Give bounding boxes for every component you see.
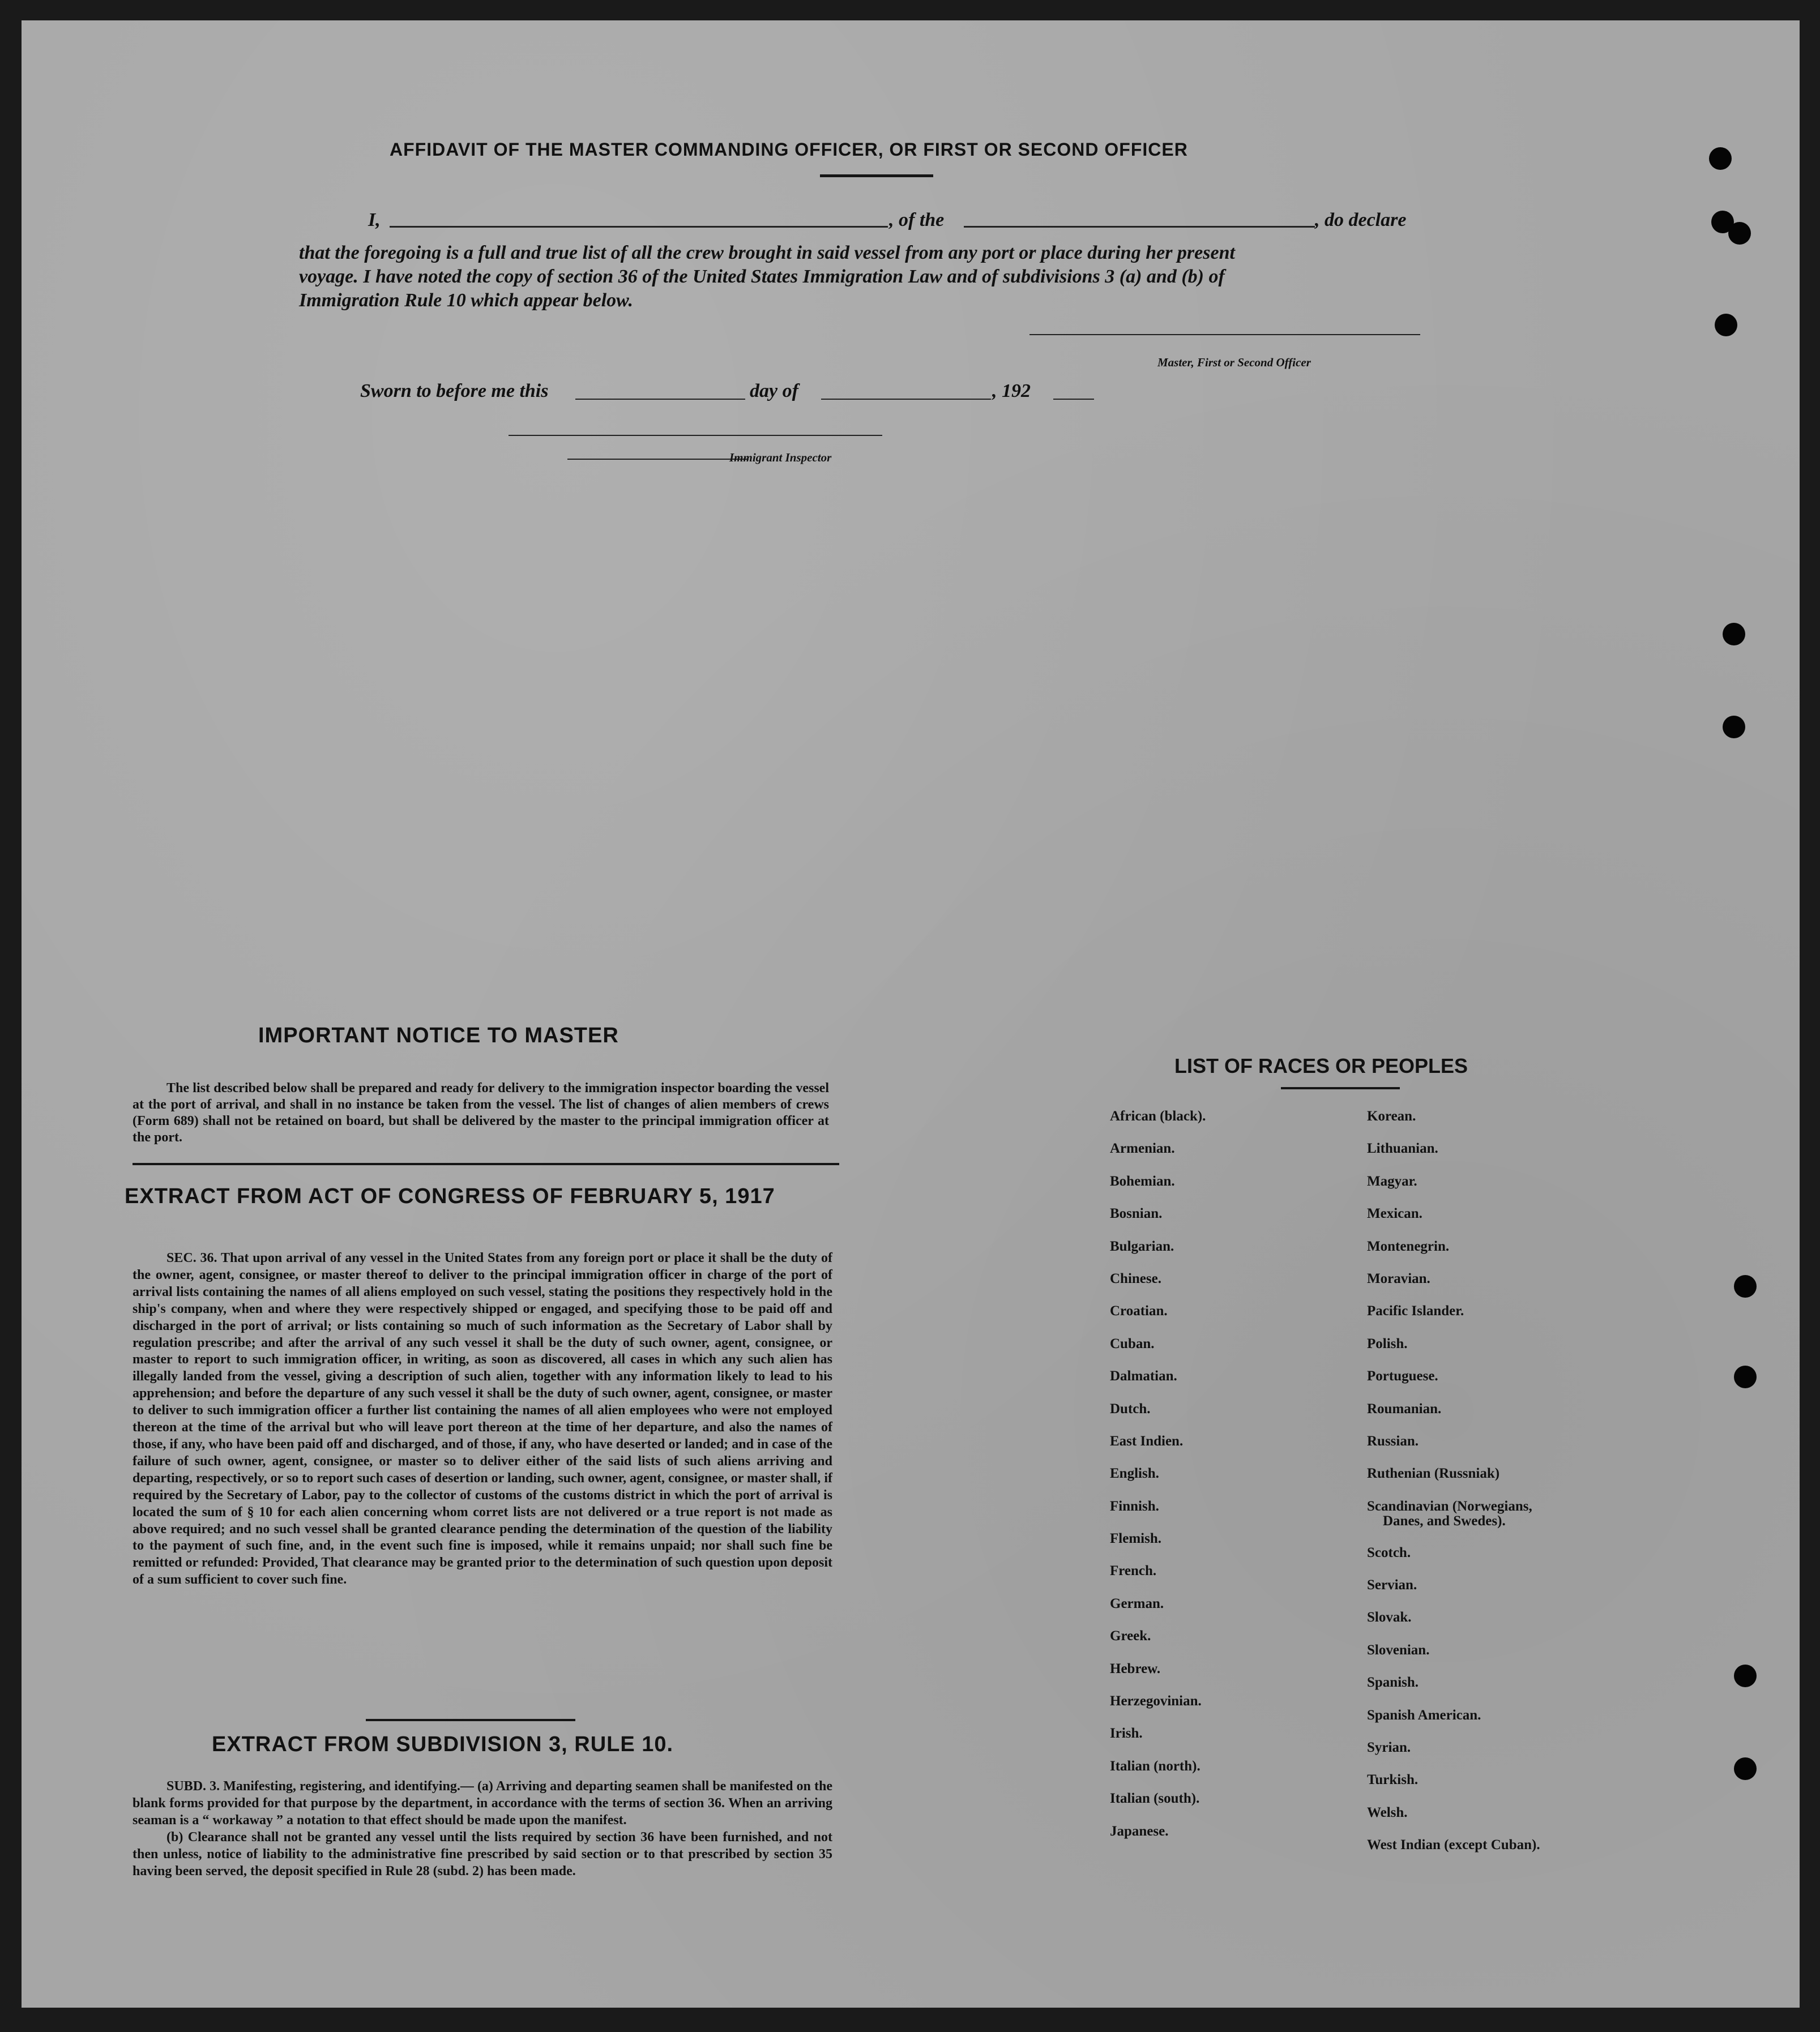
race-item: East Indien. [1110, 1433, 1184, 1449]
notice-paragraph: The list described below shall be prepared and ready for delivery to the immigration inspector boarding the vessel at the port of arrival, and shall in no instance be taken from the vessel. The list of changes of alien members of crews (Form 689) shall not be retained on board, but shall be delivered by the master to the principal immigration officer at the port. [133, 1081, 829, 1145]
race-item: Dutch. [1110, 1401, 1151, 1417]
affidavit-line-1: that the foregoing is a full and true list of all the crew brought in said vessel from any port or place during her present [299, 242, 1235, 263]
year-label: , 192 [992, 380, 1031, 401]
affidavit-title: AFFIDAVIT OF THE MASTER COMMANDING OFFICER, OR FIRST OR SECOND OFFICER [390, 139, 1188, 160]
race-item: Greek. [1110, 1628, 1151, 1644]
race-item: Herzegovinian. [1110, 1693, 1202, 1709]
race-item: Cuban. [1110, 1336, 1155, 1351]
race-item: Moravian. [1367, 1270, 1430, 1286]
race-item: Chinese. [1110, 1270, 1161, 1286]
title-underline [820, 174, 933, 177]
sworn-label: Sworn to before me this [360, 380, 549, 401]
race-item: Croatian. [1110, 1303, 1168, 1319]
race-item: Montenegrin. [1367, 1238, 1450, 1254]
punch-hole [1734, 1757, 1757, 1780]
act-extract-title: EXTRACT FROM ACT OF CONGRESS OF FEBRUARY 5, 1917 [125, 1184, 775, 1208]
race-item: Polish. [1367, 1336, 1408, 1351]
race-item: Scotch. [1367, 1545, 1411, 1560]
race-item: Slovenian. [1367, 1642, 1430, 1658]
master-signature-field[interactable] [1029, 319, 1420, 335]
rule-extract-title: EXTRACT FROM SUBDIVISION 3, RULE 10. [212, 1732, 674, 1756]
position-field[interactable] [964, 209, 1315, 228]
inspector-name-field[interactable] [567, 445, 749, 460]
race-item: Italian (south). [1110, 1791, 1200, 1807]
section-36-paragraph: SEC. 36. That upon arrival of any vessel in the United States from any foreign port or place it shall be the duty of the owner, agent, consignee, or master thereof to deliver to the principal immigration officer in charge of the port of arrival lists containing the names of all aliens employed on such vessel, stating the positions they respectively hold in the ship's company, when and where they were respectively shipped or engaged, and specifying those to be paid off and discharged in the port of arrival; or lists containing so much of such information as the Secretary of Labor shall by regulation prescribe; and after the arrival of any such vessel it shall be the duty of such owner, agent, consignee, or master to report to such immigration officer, in writing, as soon as discovered, all cases in which any such alien has illegally landed from the vessel, giving a description of such alien, together with any information likely to lead to his apprehension; and before the departure of any such vessel it shall be the duty of such owner, agent, consignee, or master to deliver to such immigration officer a further list containing the names of all alien employees who were not employed thereon at the time of the arrival but who will leave port thereon at the time of her departure, and also the names of those, if any, who have been paid off and discharged, and of those, if any, who have deserted or landed; and in case of the failure of such owner, agent, consignee, or master so to deliver either of the said lists of such aliens arriving and departing, respectively, or so to report such cases of desertion or landing, such owner, agent, consignee, or master shall, if required by the Secretary of Labor, pay to the collector of customs of the customs district in which the port of arrival is located the sum of § 10 for each alien concerning whom corret lists are not delivered or a true report is not made as above required; and no such vessel shall be granted clearance pending the determination of the question of the liability to the payment of such fine, and, in the event such fine is imposed, while it remains unpaid; nor shall such fine be remitted or refunded: Provided, That clearance may be granted prior to the determination of such question upon deposit of a sum sufficient to cover such fine. [133, 1251, 832, 1588]
inspector-signature-field[interactable] [509, 420, 882, 436]
races-left-column [1110, 1109, 1206, 1856]
race-item: Syrian. [1367, 1740, 1411, 1756]
race-item: West Indian (except Cuban). [1367, 1837, 1540, 1853]
race-item: Finnish. [1110, 1498, 1159, 1514]
sworn-year-field[interactable] [1053, 380, 1094, 400]
race-item: African (black). [1110, 1109, 1206, 1124]
subdivision-b-paragraph: (b) Clearance shall not be granted any vessel until the lists required by section 36 have been furnished, and not then unless, notice of liability to the administrative fine prescribed by said section or to that prescribed by section 35 having been served, the deposit specified in Rule 28 (subd. 2) has been made. [133, 1830, 832, 1879]
punch-hole [1723, 623, 1745, 645]
race-item: Portuguese. [1367, 1368, 1438, 1384]
race-item: Flemish. [1110, 1531, 1161, 1547]
races-right-column [1367, 1109, 1540, 1870]
subdivision-a-paragraph: SUBD. 3. Manifesting, registering, and identifying.— (a) Arriving and departing seamen shall be manifested on the blank forms provided for that purpose by the department, in accordance with the terms of section 36. When an arriving seaman is a “ workaway ” a notation to that effect should be made upon the manifest. [133, 1779, 832, 1828]
punch-hole [1734, 1665, 1757, 1687]
master-signature-caption: Master, First or Second Officer [1157, 356, 1311, 369]
race-item: English. [1110, 1466, 1159, 1482]
race-item: Turkish. [1367, 1772, 1419, 1788]
race-item: Bulgarian. [1110, 1238, 1174, 1254]
affidavit-line-3: Immigration Rule 10 which appear below. [299, 290, 634, 311]
race-item: Bohemian. [1110, 1173, 1175, 1189]
name-field[interactable] [390, 209, 888, 228]
race-item: Lithuanian. [1367, 1141, 1438, 1157]
section-divider [366, 1719, 575, 1721]
section-divider [133, 1163, 839, 1165]
race-item: Slovak. [1367, 1610, 1412, 1625]
form-page [22, 20, 1800, 2008]
notice-title: IMPORTANT NOTICE TO MASTER [258, 1024, 619, 1047]
race-item: Roumanian. [1367, 1401, 1442, 1417]
punch-hole [1715, 314, 1737, 336]
race-item: Russian. [1367, 1433, 1419, 1449]
i-label: I, [368, 209, 381, 230]
sworn-month-field[interactable] [821, 380, 991, 400]
race-item: Spanish American. [1367, 1707, 1481, 1723]
punch-hole [1728, 222, 1751, 245]
race-item: Magyar. [1367, 1173, 1417, 1189]
punch-hole [1723, 716, 1745, 738]
race-item: Japanese. [1110, 1823, 1169, 1839]
punch-hole [1734, 1275, 1757, 1298]
race-item: Danes, and Swedes). [1383, 1513, 1506, 1529]
race-item: Korean. [1367, 1109, 1416, 1124]
race-item: Irish. [1110, 1726, 1143, 1742]
punch-hole [1709, 147, 1732, 170]
do-declare-label: , do declare [1315, 209, 1407, 230]
race-item: French. [1110, 1563, 1157, 1579]
rule-extract-text [133, 1778, 832, 1880]
races-list-title: LIST OF RACES OR PEOPLES [1174, 1054, 1468, 1077]
race-item: Pacific Islander. [1367, 1303, 1464, 1319]
race-item: Ruthenian (Russniak) [1367, 1466, 1500, 1482]
of-the-label: , of the [889, 209, 945, 230]
title-underline [1281, 1087, 1400, 1089]
race-item: German. [1110, 1595, 1164, 1611]
race-item: Servian. [1367, 1577, 1417, 1593]
race-item: Mexican. [1367, 1206, 1422, 1222]
affidavit-line-2: voyage. I have noted the copy of section 36 of the United States Immigration Law and of subdivisions 3 (a) and (b) of [299, 266, 1225, 287]
notice-text [133, 1080, 829, 1146]
race-item: Welsh. [1367, 1804, 1408, 1820]
race-item: Spanish. [1367, 1675, 1419, 1691]
race-item: Armenian. [1110, 1141, 1175, 1157]
inspector-caption: Immigrant Inspector [729, 451, 832, 464]
sworn-day-field[interactable] [575, 380, 745, 400]
day-of-label: day of [750, 380, 798, 401]
punch-hole [1734, 1366, 1757, 1388]
act-extract-text [133, 1250, 832, 1589]
race-item: Dalmatian. [1110, 1368, 1177, 1384]
race-item: Italian (north). [1110, 1758, 1200, 1774]
race-item: Hebrew. [1110, 1661, 1161, 1676]
race-item: Bosnian. [1110, 1206, 1163, 1222]
race-item: Scandinavian (Norwegians, [1367, 1498, 1532, 1514]
